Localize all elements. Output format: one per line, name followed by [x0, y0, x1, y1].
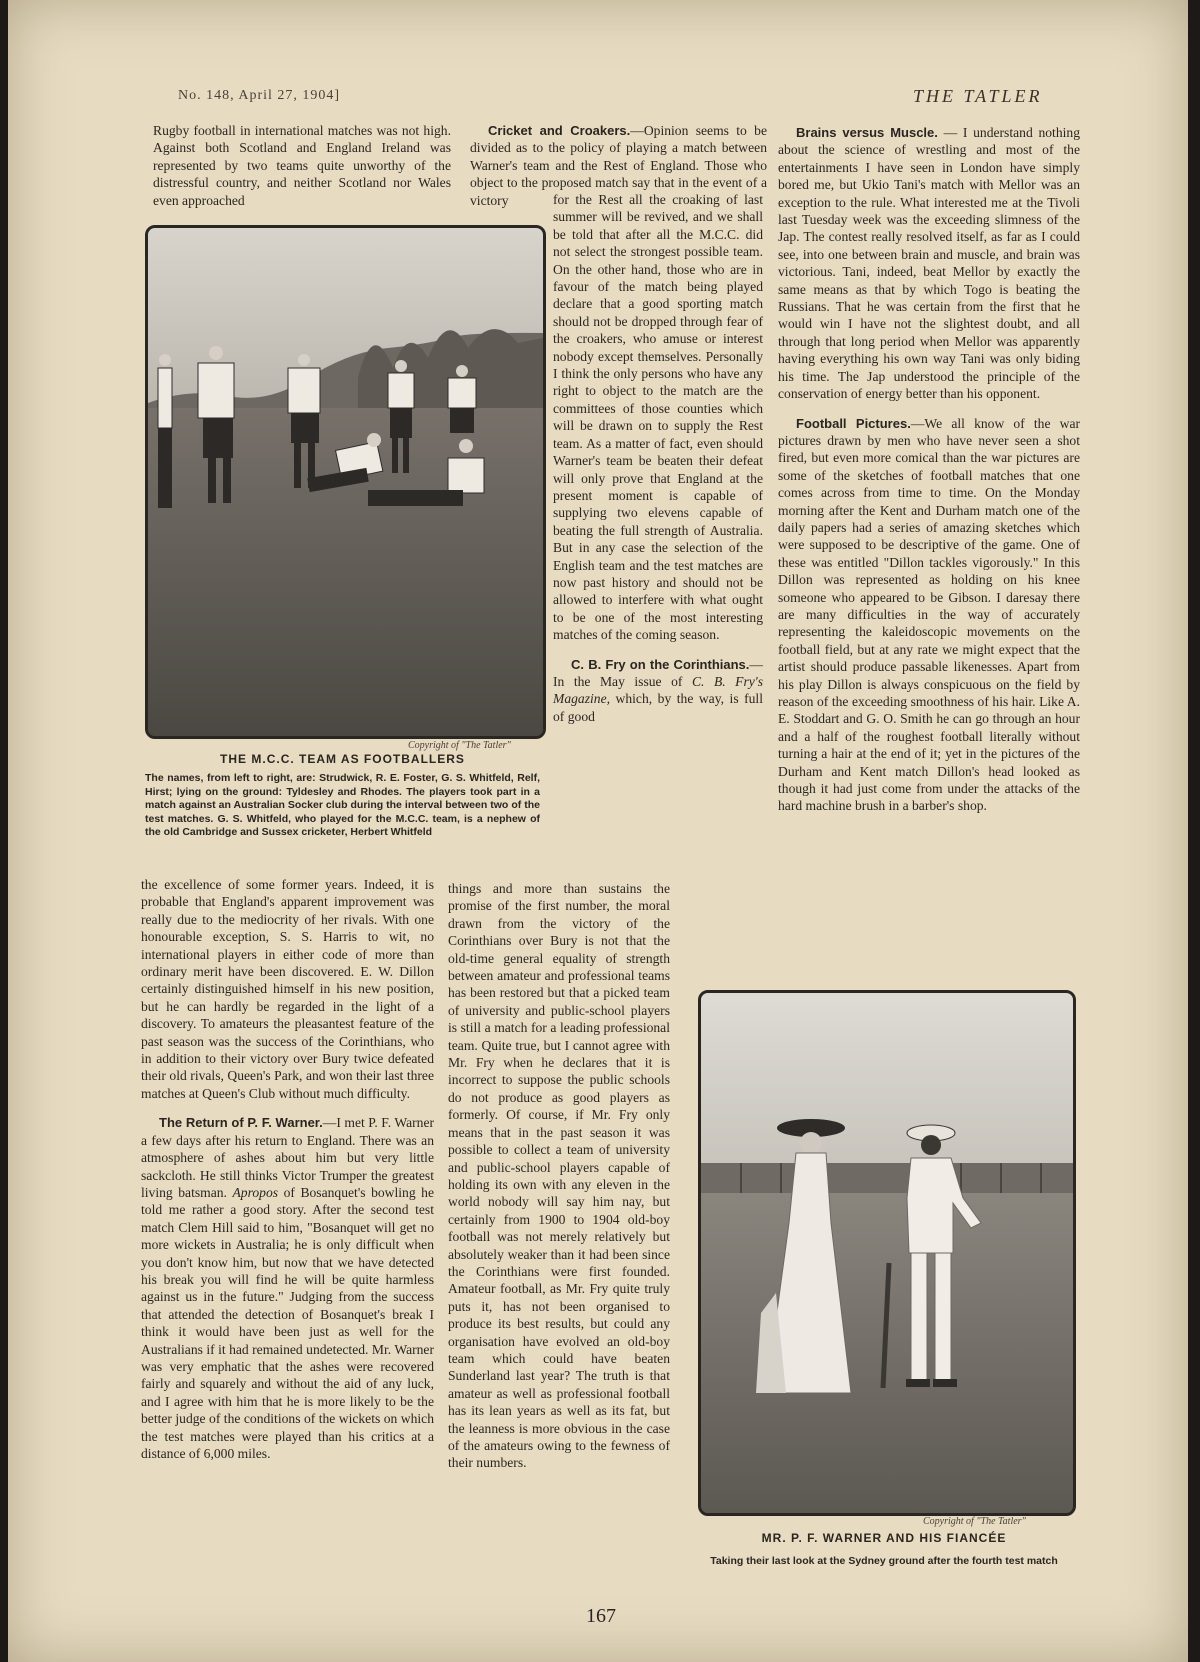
column-2-bottom: [448, 880, 670, 1472]
paragraph: for the Rest all the croaking of last summer will be revived, and we shall be told that after all the M.C.C. did not select the strongest possible team. On the other hand, those who are in favour of the match being played declare that a good sporting match should not be dropped through fear of the croakers, who amuse or interest nobody except themselves. Personally I think the only persons who have any right to object to the match are the committees of those counties which will be drawn on to supply the Rest team. As a matter of fact, even should Warner's team be beaten their defeat will only prove that England at the present moment is capable of supplying two elevens capable of beating the full strength of Australia. But in any case the selection of the English team and the test matches are now past history and should not be allowed to interfere with what ought to be one of the most interesting matches of the coming season.: [553, 192, 763, 643]
column-3: [778, 124, 1080, 815]
paragraph: Rugby football in international matches was not high. Against both Scotland and England Ireland was represented by two teams quite unworthy of the distressful country, and neither Scotland nor Wales even approached: [153, 123, 451, 208]
paragraph-text: —We all know of the war pictures drawn by men who have never seen a shot fired, but even more comical than the war pictures are some of the sketches of football matches that one comes across from time to time. On the Monday morning after the Kent and Durham match one of the daily papers had a series of amazing sketches which were supposed to be descriptive of the game. One of these was entitled "Dillon tackles vigorously." In this Dillon was represented as holding on his knee someone who appeared to be Gibson. I daresay there are many difficulties in the way of accurately representing the kaleidoscopic movements on the football field, but at any rate we might expect that the artist should produce passable likenesses. Apart from his play Dillon is always conspicuous on the field by reason of the exceeding smoothness of his hair. Like A. E. Stoddart and G. O. Smith he can go through an hour and a half of the roughest football literally without turning a hair at the end of it; yet in the pictures of the Durham and Kent match Dillon's head looked as though it had just come from under the attacks of the hard machine brush in a barber's shop.: [778, 415, 1081, 814]
paragraph-text: which, by the way, is full of good: [553, 691, 763, 724]
photo-warner-fiancee: [698, 990, 1076, 1516]
paragraph: [778, 415, 1080, 815]
paragraph-text: of Bosanquet's bowling he told me rather a good story. After the second test match Clem Hill said to him, "Bosanquet will get no more wickets in Australia; he is only difficult when you don't know him, but now that we have detected his break you will find he will be quite harmless against us in the future." Judging from the success that attended the detection of Bosanquet's break I think it would have been just as well for the Australians if it had remained undetected. Mr. Warner was very emphatic that the ashes were recovered fairly and squarely and without the aid of any luck, and I agree with him that he is more likely to be the better judge of the conditions of the wickets on which the test matches were played than his critics at a distance of 6,000 miles.: [141, 1184, 435, 1461]
magazine-title: THE TATLER: [913, 86, 1043, 106]
photo-caption-title: MR. P. F. WARNER AND HIS FIANCÉE: [761, 1531, 1007, 1545]
magazine-name: C. B. Fry's Magazine,: [553, 673, 763, 707]
photo-caption: Taking their last look at the Sydney ground after the fourth test match: [710, 1555, 1058, 1567]
italic-word: Apropos: [232, 1184, 279, 1200]
paragraph-text: —I met P. F. Warner a few days after his return to England. There was an atmosphere of ashes about him but very little sackcloth. He still thinks Victor Trumper the greatest living batsman.: [141, 1115, 435, 1200]
photo-warner-fiancee-image: [701, 993, 1073, 1513]
column-1-bottom: [141, 876, 434, 1462]
paragraph: [141, 1114, 434, 1462]
page-number: 167: [586, 1605, 616, 1627]
paragraph: [553, 656, 763, 726]
paragraph: the excellence of some former years. Indeed, it is probable that England's apparent improvement was really due to the mediocrity of her rivals. With one honourable exception, S. S. Harris to wit, no international players in either code of more than ordinary merit have been discovered. E. W. Dillon certainly distinguished himself in his new position, but he can hardly be regarded in the light of a discovery. To amateurs the pleasantest feature of the past season was the success of the Corinthians, who in addition to their victory over Bury twice defeated their old rivals, Queen's Park, and won their last three matches at Queen's Club without much difficulty.: [141, 877, 434, 1101]
paragraph: things and more than sustains the promise of the first number, the moral drawn from the victory of the Corinthians over Bury is not that the old-time general equality of strength between amateur and professional teams has been restored but that a picked team of university and public-school players is still a match for a leading professional team. Quite true, but I cannot agree with Mr. Fry when he declares that it is incorrect to suppose the public schools do not produce as good players as formerly. Of course, if Mr. Fry only means that in the past season it was possible to collect a team of university and public-school players capable of holding its own with any eleven in the world nobody will say him nay, but certainly from 1900 to 1904 old-boy football was not merely relatively but absolutely weaker than it had been since the Corinthians were first founded. Amateur football, as Mr. Fry quite truly puts it, has not been organised to produce its best results, but could any organisation have evolved an old-boy team which could have beaten Sunderland last year? The truth is that amateur as well as professional football has its lean years as well as its fat, but the leanness is more obvious in the case of the amateurs owing to the fewness of their numbers.: [448, 881, 670, 1471]
section-heading-fry: C. B. Fry on the Corinthians.: [571, 656, 750, 672]
magazine-page: [8, 0, 1188, 1662]
column-1-top: [153, 122, 451, 209]
section-heading-cricket: Cricket and Croakers.: [488, 123, 631, 138]
issue-date: No. 148, April 27, 1904]: [178, 88, 341, 103]
photo-caption-title: THE M.C.C. TEAM AS FOOTBALLERS: [220, 752, 465, 766]
section-heading-football: Football Pictures.: [796, 415, 911, 431]
photo-credit: Copyright of "The Tatler": [408, 740, 511, 751]
section-heading-brains: Brains versus Muscle.: [796, 125, 938, 140]
photo-mcc-team: [145, 225, 546, 739]
photo-caption: The names, from left to right, are: Strudwick, R. E. Foster, G. S. Whitfeld, Relf, Hirst; lying on the ground: Tyldesley and Rhodes. The players took part in a match against an Australian Socker club during the interval between two of the test matches. G. S. Whitfeld, who played for the M.C.C. team, is a nephew of the old Cambridge and Sussex cricketer, Herbert Whitfeld: [145, 772, 540, 838]
column-2-middle: [553, 191, 763, 725]
paragraph-text: —In the May issue of: [553, 656, 763, 689]
paragraph-text: —Opinion seems to be divided as to the policy of playing a match between Warner's team and the Rest of England. Those who object to the proposed match say that in the event of a victory: [470, 123, 767, 208]
paragraph-text: — I understand nothing about the science of wrestling and most of the entertainments I have seen in London have simply bored me, but Ukio Tani's match with Mellor was an exception to the rule. What interested me at the Tivoli last Tuesday week was the exceeding slimness of the Jap. The contest really resolved itself, as far as I could see, into one between brain and muscle, and brain was victorious. Tani, indeed, beat Mellor by exactly the same means as that by which Togo is beating the Russians. That he was certain from the first that he would win I have not the slightest doubt, and all through that long period when Mellor was apparently having everything his own way Tani was only biding his time. The Jap understood the principle of the conservation of energy better than his opponent.: [778, 125, 1080, 402]
photo-credit: Copyright of "The Tatler": [923, 1516, 1026, 1527]
photo-mcc-team-image: [148, 228, 543, 736]
paragraph: [778, 124, 1080, 403]
section-heading-warner: The Return of P. F. Warner.: [159, 1115, 323, 1131]
